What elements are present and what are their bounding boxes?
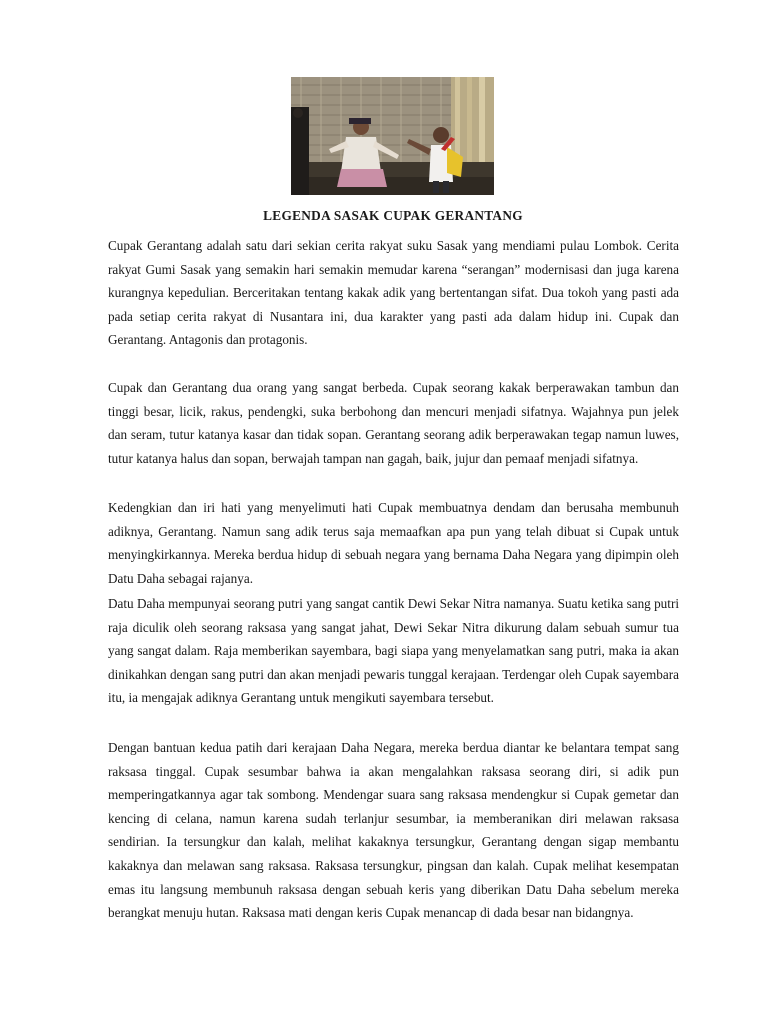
paragraph-5: Dengan bantuan kedua patih dari kerajaan Daha Negara, mereka berdua diantar ke belantara tempat sang raksasa tinggal. Cupak sesumbar bahwa ia akan mengalahkan raksasa seorang diri, si adik pun memperingatkannya agar tak sombong. Mendengar suara sang raksasa mendengkur si Cupak gemetar dan kencing di celana, namun karena sudah terlanjur sesumbar, ia memberanikan diri melawan raksasa sendirian. Ia tersungkur dan kalah, melihat kakaknya tersungkur, Gerantang dengan sigap membantu kakaknya dan melawan sang raksasa. Raksasa tersungkur, pingsan dan kalah. Cupak melihat kesempatan emas itu langsung membunuh raksasa dengan sebuah keris yang diberikan Datu Daha sebelum mereka berangkat menuju hutan. Raksasa mati dengan keris Cupak menancap di dada besar nan bidangnya. (108, 740, 679, 921)
paragraph-3: Kedengkian dan iri hati yang menyelimuti hati Cupak membuatnya dendam dan berusaha membunuh adiknya, Gerantang. Namun sang adik terus saja memaafkan apa pun yang telah dibuat si Cupak untuk menyingkirkannya. Mereka berdua hidup di sebuah negara yang bernama Daha Negara yang dipimpin oleh Datu Daha sebagai rajanya. (108, 500, 679, 586)
paragraph-2: Cupak dan Gerantang dua orang yang sangat berbeda. Cupak seorang kakak berperawakan tambun dan tinggi besar, licik, rakus, pendengki, suka berbohong dan mencuri menjadi sifatnya. Wajahnya pun jelek dan seram, tutur katanya kasar dan tidak sopan. Gerantang seorang adik berperawakan tegap namun luwes, tutur katanya halus dan sopan, berwajah tampan nan gagah, baik, jujur dan pemaaf menjadi sifatnya. (108, 380, 679, 466)
performance-photo-image (291, 77, 494, 195)
paragraph-1: Cupak Gerantang adalah satu dari sekian cerita rakyat suku Sasak yang mendiami pulau Lombok. Cerita rakyat Gumi Sasak yang semakin hari semakin memudar karena “serangan” modernisasi dan juga karena kurangnya kepedulian. Berceritakan tentang kakak adik yang bertentangan sifat. Dua tokoh yang pasti ada pada setiap cerita rakyat di Nusantara ini, dua karakter yang pasti ada dalam hidup ini. Cupak dan Gerantang. Antagonis dan protagonis. (108, 238, 679, 348)
document-title: LEGENDA SASAK CUPAK GERANTANG (263, 208, 523, 223)
header-photo (291, 77, 494, 195)
paragraph-4: Datu Daha mempunyai seorang putri yang sangat cantik Dewi Sekar Nitra namanya. Suatu ketika sang putri raja diculik oleh seorang raksasa yang sangat jahat, Dewi Sekar Nitra dikurung dalam sebuah sumur tua yang sangat dalam. Raja memberikan sayembara, bagi siapa yang menyelamatkan sang putri, maka ia akan dinikahkan dengan sang putri dan akan menjadi pewaris tunggal kerajaan. Terdengar oleh Cupak sayembara itu, ia mengajak adiknya Gerantang untuk mengikuti sayembara tersebut. (108, 596, 679, 706)
